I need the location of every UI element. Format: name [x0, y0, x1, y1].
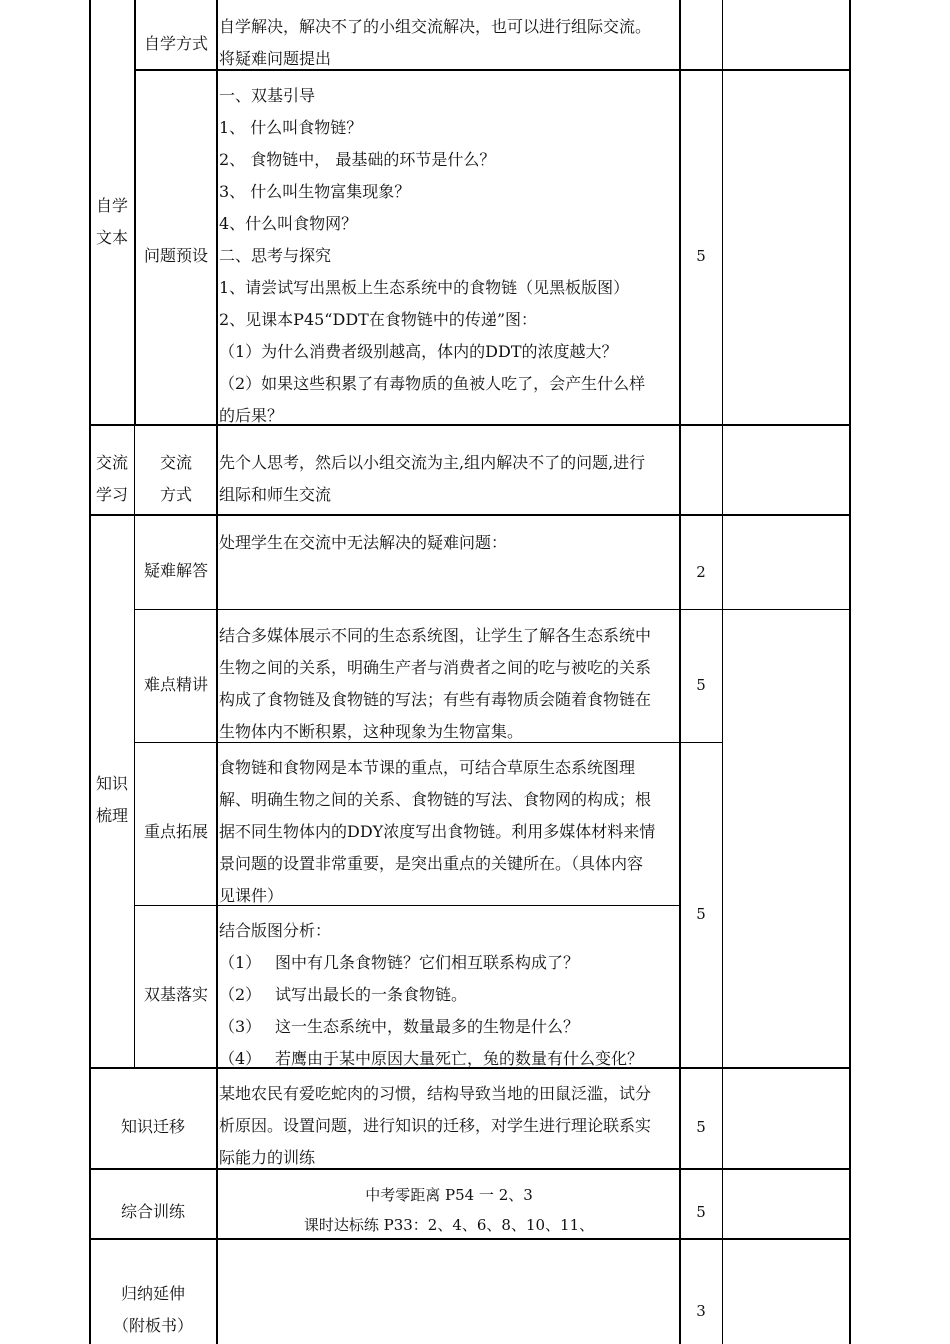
label-exchange-method: 交流 方式: [159, 453, 192, 504]
column-divider-section-2: [134, 425, 135, 515]
time-key-extension-and-practice: 5: [696, 905, 706, 923]
time-difficult-answers: 2: [696, 563, 706, 581]
row-line: [89, 514, 851, 516]
list-item: （2） 试写出最长的一条食物链。: [219, 985, 468, 1004]
self-study-method-text: 自学解决，解决不了的小组交流解决，也可以进行组际交流。 将疑难问题提出: [219, 17, 652, 68]
label-knowledge-transfer: 知识迁移: [121, 1117, 186, 1136]
column-divider-section-3: [134, 515, 135, 1068]
comprehensive-training-text: 中考零距离 P54 一 2、3 课时达标练 P33：2、4、6、8、10、11、: [303, 1186, 595, 1234]
difficult-answers-text: 处理学生在交流中无法解决的疑难问题：: [219, 533, 508, 552]
question-preset-text: 一、双基引导 1、 什么叫食物链？ 2、 食物链中， 最基础的环节是什么？ 3、 什么叫生物富集现象？ 4、什么叫食物网？ 二、思考与探究 1、请尝试写出黑板上生态系统中的食物链（见黑板版图） 2、见课本P45“DDT在食物链中的传递”图： （1）为什么消费者级别越高，体内的DDT的浓度越大？ （2）如果这些积累了有毒物质的鱼被人吃了，会产生什么样 的后果？: [219, 86, 646, 425]
table-border-left: [89, 0, 91, 1344]
column-divider-time: [679, 0, 681, 1344]
list-item: （4） 若鹰由于某中原因大量死亡，兔的数量有什么变化？: [219, 1049, 644, 1068]
label-summary-extension: 归纳延伸 （附板书）: [112, 1284, 193, 1335]
knowledge-transfer-text: 某地农民有爱吃蛇肉的习惯，结构导致当地的田鼠泛滥，试分 析原因。设置问题，进行知识的迁移，对学生进行理论联系实 际能力的训练: [219, 1084, 652, 1167]
label-basics-practice: 双基落实: [144, 985, 209, 1004]
basics-practice-text: [219, 915, 643, 1075]
section-label-knowledge: 知识 梳理: [96, 774, 129, 825]
label-self-study-method: 自学方式: [144, 34, 209, 53]
label-key-extension: 重点拓展: [144, 822, 209, 841]
section-label-exchange: 交流 学习: [96, 453, 129, 504]
time-summary-extension: 3: [696, 1302, 706, 1320]
label-question-preset: 问题预设: [144, 246, 209, 265]
time-difficulty-explained: 5: [696, 676, 706, 694]
difficulty-explained-text: 结合多媒体展示不同的生态系统图，让学生了解各生态系统中 生物之间的关系，明确生产者与消费者之间的吃与被吃的关系 构成了食物链及食物链的写法；有些有毒物质会随着食物链在 生物体内不断积累，这种现象为生物富集。: [219, 626, 652, 741]
time-knowledge-transfer: 5: [696, 1118, 706, 1136]
list-item: （3） 这一生态系统中，数量最多的生物是什么？: [219, 1017, 580, 1036]
time-comprehensive-training: 5: [696, 1203, 706, 1221]
key-extension-text: 食物链和食物网是本节课的重点，可结合草原生态系统图理 解、明确生物之间的关系、食物链的写法、食物网的构成；根 据不同生物体内的DDY浓度写出食物链。利用多媒体材料来情 景问题的设置非常重要，是突出重点的关键所在。（具体内容 见课件）: [219, 758, 656, 905]
label-comprehensive-training: 综合训练: [121, 1202, 186, 1221]
column-divider-content: [216, 0, 218, 1344]
row-line: [134, 609, 850, 610]
table-border-right: [849, 0, 851, 1344]
label-difficult-answers: 疑难解答: [144, 561, 209, 580]
column-divider-notes: [722, 0, 723, 1344]
label-difficulty-explained: 难点精讲: [144, 675, 209, 694]
basics-practice-intro: 结合版图分析：: [219, 921, 332, 940]
time-question-preset: 5: [696, 247, 706, 265]
section-label-self-study: 自学 文本: [96, 196, 129, 247]
exchange-method-text: 先个人思考，然后以小组交流为主,组内解决不了的问题,进行 组际和师生交流: [219, 453, 646, 504]
list-item: （1） 图中有几条食物链？它们相互联系构成了？: [219, 953, 580, 972]
column-divider-section-1: [134, 0, 136, 425]
